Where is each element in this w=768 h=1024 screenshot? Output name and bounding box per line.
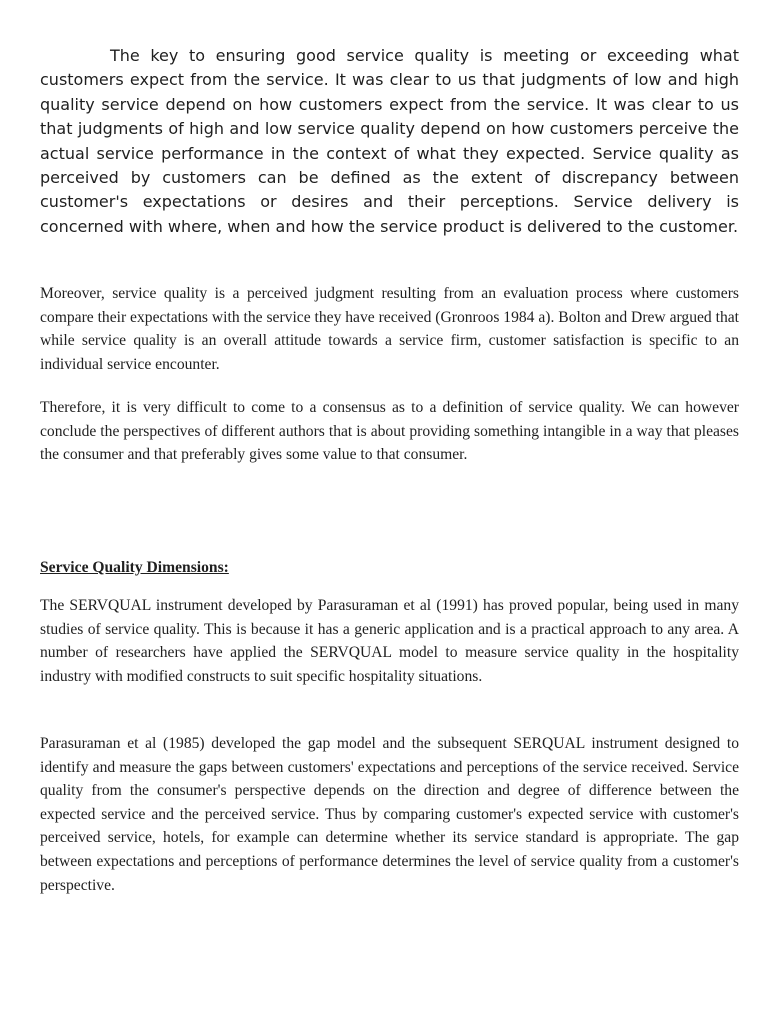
paragraph-4: The SERVQUAL instrument developed by Parasuraman et al (1991) has proved popular, being used in many studies of service quality. This is because it has a generic application and is a practical approach to any area. A number of researchers have applied the SERVQUAL model to measure service quality in the hospitality industry with modified constructs to suit specific hospitality situations. (40, 597, 739, 685)
paragraph-2: Moreover, service quality is a perceived judgment resulting from an evaluation process where customers compare their expectations with the service they have received (Gronroos 1984 a). Bolton and Drew argued that while service quality is an overall attitude towards a service firm, customer satisfaction is specific to an individual service encounter. (40, 285, 740, 373)
section-heading: Service Quality Dimensions: (40, 559, 229, 576)
paragraph-5: Parasuraman et al (1985) developed the gap model and the subsequent SERQUAL instrument designed to identify and measure the gaps between customers' expectations and perceptions of the service received. Service quality from the consumer's perspective depends on the direction and degree of difference between the expected service and the perceived service. Thus by comparing customer's expected service with customer's perceived service, hotels, for example can determine whether its service standard is appropriate. The gap between expectations and perceptions of performance determines the level of service quality from a customer's perspective. (40, 735, 739, 894)
paragraph-3: Therefore, it is very difficult to come to a consensus as to a definition of service quality. We can however conclude the perspectives of different authors that is about providing something intangible in a way that pleases the consumer and that preferably gives some value to that consumer. (40, 399, 739, 464)
intro-paragraph (40, 44, 739, 239)
intro-paragraph-text: The key to ensuring good service quality is meeting or exceeding what customers expect from the service. It was clear to us that judgments of low and high quality service depend on how customers expect from the service. It was clear to us that judgments of high and low service quality depend on how customers perceive the actual service performance in the context of what they expected. Service quality as perceived by customers can be defined as the extent of discrepancy between customer's expectations or desires and their perceptions. Service delivery is concerned with where, when and how the service product is delivered to the customer. (40, 46, 739, 236)
